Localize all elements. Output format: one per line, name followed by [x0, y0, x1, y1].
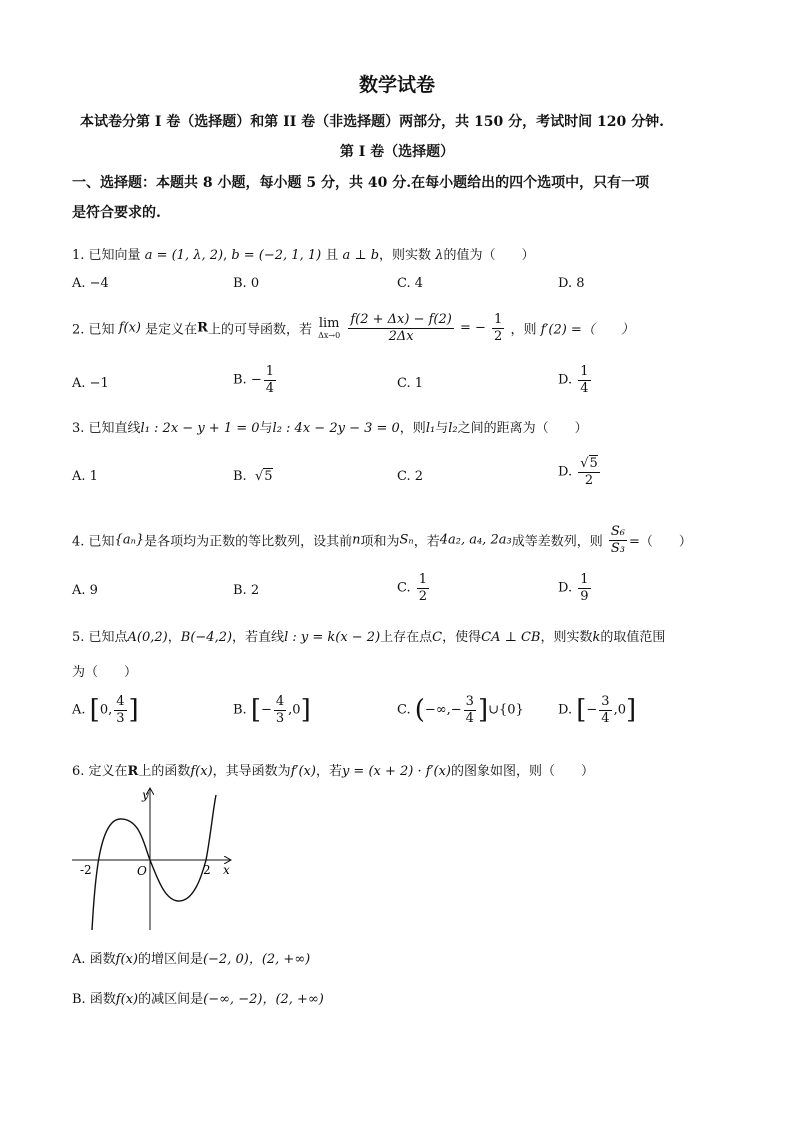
q3-text3: 之间的距离为（ ）	[457, 421, 588, 436]
part-one-heading: 第 I 卷（选择题）	[339, 144, 455, 160]
q5-text6: 的取值范围	[600, 630, 666, 645]
q4-option-d[interactable]	[558, 572, 593, 604]
q5-opta-left: 0,	[99, 702, 113, 718]
q1-suffix: ，则实数	[379, 248, 432, 263]
q6-optb-fx: f(x)	[115, 992, 139, 1007]
q6-y-expression: y = (x + 2) · f′(x)	[341, 764, 451, 779]
q5-comma: ，	[167, 630, 181, 645]
q6-opta-fx: f(x)	[115, 952, 138, 967]
q3-option-a[interactable]: A. 1	[72, 469, 98, 484]
q5-optc-frac	[464, 694, 476, 726]
q4-optd-num: 1	[580, 572, 589, 587]
q6-tick-2: 2	[203, 863, 211, 877]
q4-optc-label: C.	[397, 580, 411, 596]
q5-line-l: l : y = k(x − 2)	[284, 630, 381, 645]
q5-option-a[interactable]: A. [0, $\frac{4}{3}$ ]	[72, 694, 139, 726]
q6-opta-text: A. 函数	[72, 952, 116, 967]
q2-optb-num: 1	[265, 364, 275, 379]
q5-optc-right: ∪{0}	[488, 702, 524, 718]
q3-option-b[interactable]: B. √5	[233, 469, 273, 484]
q5-text2: ，若直线	[232, 630, 285, 645]
q1-perp: a ⊥ b	[342, 248, 380, 263]
q2-optb-den: 4	[265, 380, 275, 396]
q4-end: =（ ）	[628, 534, 692, 550]
q2-suffix: ，则	[510, 322, 537, 338]
q5-optc-den: 4	[465, 710, 474, 726]
q6-text2: 上的函数	[138, 764, 191, 779]
q1-and: 且	[325, 248, 339, 263]
q4-ratio	[609, 524, 627, 556]
q2-optb-sign: −	[250, 372, 262, 388]
q4-option-a[interactable]: A. 9	[72, 583, 98, 598]
q5-optd-frac	[599, 694, 611, 726]
q2-option-b[interactable]	[233, 364, 278, 396]
q5-point-c: C	[432, 630, 443, 645]
q3-l1-ref: l₁	[425, 421, 436, 436]
q5-perp: CA ⊥ CB	[481, 630, 541, 645]
q4-option-c[interactable]	[397, 572, 431, 604]
q4-optd-den: 9	[580, 588, 589, 604]
q2-real-set: R	[197, 320, 208, 336]
q3-optd-den: 2	[584, 472, 594, 488]
q5-optd-den: 4	[601, 710, 610, 726]
q4-optd-label: D.	[558, 580, 573, 596]
q5-option-d[interactable]: D. [− $\frac{3}{4}$ ,0]	[558, 694, 637, 726]
q4-sn: Sₙ	[399, 532, 414, 548]
page-title: 数学试卷	[358, 74, 435, 96]
q3-optb-radicand: 5	[264, 469, 273, 484]
q5-point-b: B(−4,2)	[180, 630, 233, 645]
q4-text2: 是各项均为正数的等比数列，设其前	[144, 534, 353, 550]
q5-optb-label: B.	[233, 702, 247, 718]
q5-opta-frac	[114, 694, 126, 726]
q2-optd-den: 4	[580, 380, 589, 396]
q5-option-b[interactable]: B. [− $\frac{4}{3}$ ,0]	[233, 694, 311, 726]
q6-text1: 6. 定义在	[72, 764, 128, 779]
q5-optb-right: ,0	[288, 702, 301, 718]
q5-opta-label: A.	[72, 702, 86, 718]
q6-fpx: f′(x)	[290, 764, 316, 779]
q2-numerator: f(2 + Δx) − f(2)	[350, 312, 452, 327]
q3-line2: l₂ : 4x − 2y − 3 = 0	[272, 421, 400, 436]
q2-optd-label: D.	[558, 372, 573, 388]
q5-optb-num: 4	[275, 694, 285, 709]
q4-text5: 成等差数列，则	[511, 534, 603, 550]
q1-lambda: λ	[435, 248, 444, 263]
q4-optc-den: 2	[418, 588, 428, 604]
q2-equals: = −	[459, 320, 486, 336]
q2-rhs-num: 1	[494, 312, 503, 327]
q3-option-d[interactable]	[558, 456, 602, 488]
q2-optb-frac	[264, 364, 276, 396]
q5-line2: 为（ ）	[72, 665, 138, 680]
section-one-heading-cont: 是符合要求的.	[72, 205, 161, 221]
q1-option-b[interactable]: B. 0	[233, 276, 260, 291]
q5-text3: 上存在点	[380, 630, 433, 645]
q3-and: 与	[259, 421, 273, 436]
q6-real-set: R	[127, 764, 139, 779]
q5-k: k	[592, 630, 601, 645]
q2-fx: f(x)	[118, 320, 141, 336]
q4-optc-num: 1	[418, 572, 428, 587]
section-one-heading: 一、选择题：本题共 8 小题，每小题 5 分，共 40 分.在每小题给出的四个选项中，只有一项	[72, 175, 650, 191]
q6-text4: ，若	[315, 764, 342, 779]
q4-text1: 4. 已知	[72, 534, 115, 550]
q3-option-c[interactable]: C. 2	[397, 469, 424, 484]
q6-x-label: x	[223, 863, 230, 877]
q3-l2-ref: l₂	[448, 421, 458, 436]
q6-option-a[interactable]	[72, 948, 310, 967]
q3-optd-frac: $\frac{√5}{2}$	[580, 456, 598, 488]
q1-option-a[interactable]: A. −4	[72, 276, 109, 291]
question-5	[72, 626, 665, 645]
q6-fx: f(x)	[190, 764, 213, 779]
q4-option-b[interactable]: B. 2	[233, 583, 260, 598]
q3-optd-label: D.	[558, 464, 573, 480]
q2-rhs	[492, 312, 504, 344]
q2-lim-sub: Δx→0	[318, 331, 341, 341]
q3-text2: ，则	[399, 421, 426, 436]
q6-opta-interval2: ，(2, +∞)	[248, 952, 311, 967]
q6-optb-interval2: ，(2, +∞)	[262, 992, 324, 1007]
q2-option-c[interactable]: C. 1	[397, 376, 424, 391]
q2-mid2: 上的可导函数，若	[207, 322, 312, 338]
q5-point-a: A(0,2)	[127, 630, 168, 645]
q3-optd-radicand: 5	[589, 456, 598, 471]
q6-opta-mid: 的增区间是	[137, 952, 203, 967]
q1-end: 的值为（ ）	[443, 248, 535, 263]
q2-rhs-den: 2	[494, 328, 503, 344]
q2-denominator: 2Δx	[388, 328, 414, 344]
q2-option-a[interactable]: A. −1	[72, 376, 109, 391]
q5-text5: ，则实数	[540, 630, 593, 645]
q6-text5: 的图象如图，则（ ）	[451, 764, 595, 779]
question-4	[72, 524, 692, 556]
q5-opta-den: 3	[116, 710, 125, 726]
q4-text3: 项和为	[360, 534, 400, 550]
q5-optd-right: ,0	[613, 702, 626, 718]
q5-optd-num: 3	[601, 694, 610, 709]
q5-optc-label: C.	[397, 702, 411, 718]
q1-option-c[interactable]: C. 4	[397, 276, 424, 291]
q6-opta-interval1: (−2, 0)	[202, 952, 249, 967]
question-1: 1. 已知向量 a = (1, λ, 2), b = (−2, 1, 1) 且 a ⊥ b，则实数 λ的值为（ ）	[72, 248, 535, 263]
q6-y-label: y	[142, 788, 149, 802]
q2-prefix: 2. 已知	[72, 322, 115, 338]
q2-optd-num: 1	[580, 364, 589, 379]
q2-quotient	[348, 312, 454, 344]
q6-optb-interval1: (−∞, −2)	[203, 992, 263, 1007]
exam-intro: 本试卷分第 I 卷（选择题）和第 II 卷（非选择题）两部分，共 150 分，考试时间 120 分钟.	[80, 114, 664, 130]
q4-ratio-den: S₃	[610, 540, 625, 556]
q4-terms: 4a₂, a₄, 2a₃	[439, 532, 512, 548]
q3-optb-label: B.	[233, 469, 247, 484]
q4-text4: ，若	[413, 534, 440, 550]
q2-mid: 是定义在	[145, 322, 198, 338]
q2-optb-label: B.	[233, 372, 247, 388]
question-6	[72, 760, 594, 779]
q2-option-d[interactable]	[558, 364, 593, 396]
q6-optb-text: B. 函数	[72, 992, 116, 1007]
q1-vector-a: a = (1, λ, 2)	[144, 248, 224, 263]
q3-line1: l₁ : 2x − y + 1 = 0	[140, 421, 260, 436]
q5-opta-num: 4	[116, 694, 125, 709]
q1-vector-b: b = (−2, 1, 1)	[231, 248, 322, 263]
q5-optb-frac	[274, 694, 286, 726]
q2-lim-word: lim	[318, 316, 340, 332]
q6-graph	[70, 785, 240, 935]
q1-prefix: 1. 已知向量	[72, 248, 141, 263]
q6-optb-mid: 的减区间是	[138, 992, 204, 1007]
q4-ratio-num: S₆	[610, 524, 625, 539]
q4-optd-frac	[578, 572, 590, 604]
q2-ask: f′(2) =（ ）	[540, 322, 634, 338]
q5-optd-label: D.	[558, 702, 573, 718]
question-3	[72, 417, 588, 436]
q6-option-b[interactable]	[72, 988, 324, 1007]
q6-text3: ，其导函数为	[212, 764, 291, 779]
q5-optb-den: 3	[275, 710, 285, 726]
q5-text4: ，使得	[442, 630, 482, 645]
q6-origin-label: O	[137, 864, 147, 878]
q2-optd-frac	[578, 364, 590, 396]
q1-option-d[interactable]: D. 8	[558, 276, 585, 291]
q4-optc-frac	[417, 572, 429, 604]
q4-n: n	[352, 532, 361, 548]
q5-option-c[interactable]: C. (−∞,− $\frac{3}{4}$ ]∪{0}	[397, 694, 524, 726]
q5-text1: 5. 已知点	[72, 630, 128, 645]
question-2	[72, 312, 634, 344]
q5-optc-left: −∞,−	[424, 702, 462, 718]
q3-and2: 与	[435, 421, 449, 436]
q2-limit	[318, 316, 340, 340]
q5-optc-num: 3	[465, 694, 474, 709]
q6-curve	[92, 795, 216, 930]
q6-tick-neg2: -2	[80, 863, 92, 877]
q4-sequence: {aₙ}	[114, 532, 145, 548]
q3-text1: 3. 已知直线	[72, 421, 141, 436]
